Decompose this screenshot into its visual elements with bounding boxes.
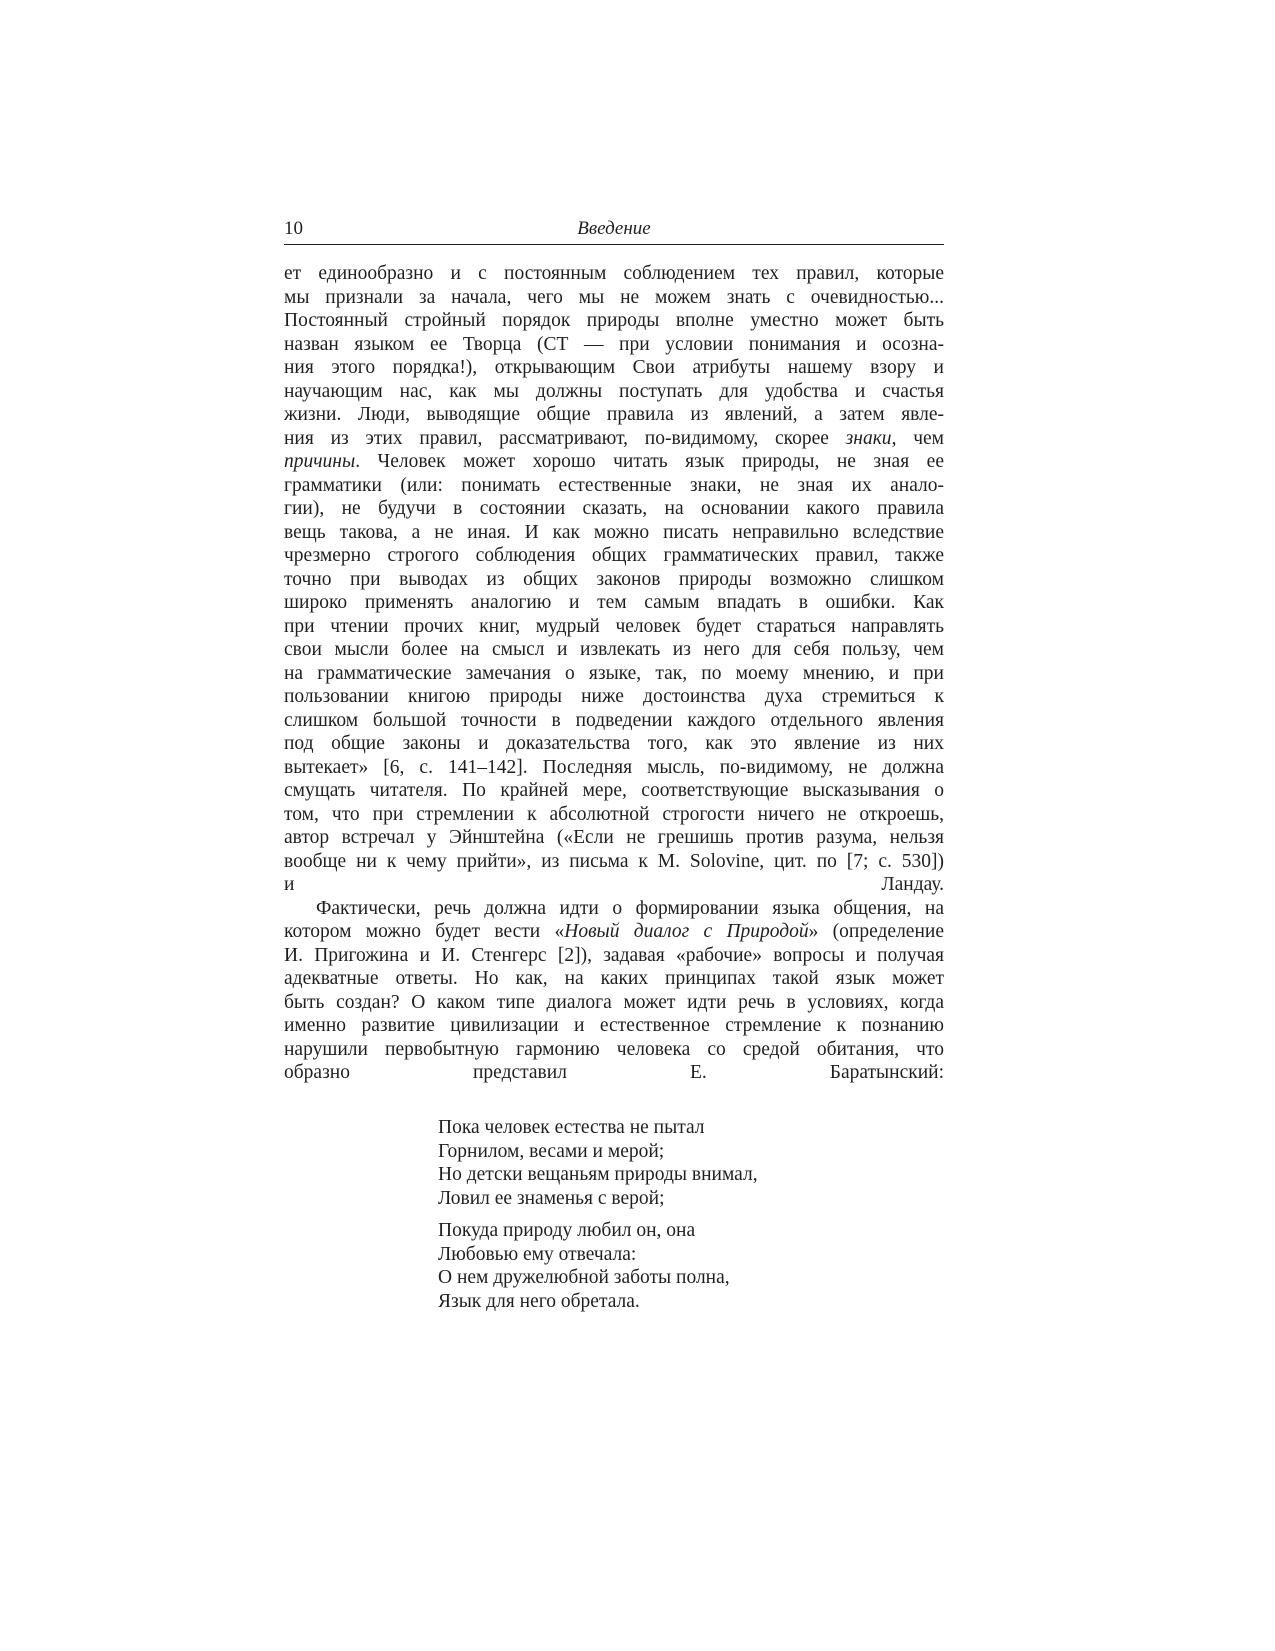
page-number: 10 — [284, 218, 303, 239]
verse-line: Но детски вещаньям природы внимал, — [438, 1164, 758, 1185]
text-line: ния этого порядка!), открывающим Свои атрибуты нашему взору и — [284, 357, 944, 378]
text-line: чрезмерно строгого соблюдения общих грамматических правил, также — [284, 545, 944, 566]
body-text — [284, 262, 944, 1085]
text-line — [284, 450, 944, 474]
poem-stanza-1 — [438, 1116, 918, 1210]
text-run: . Человек может хорошо читать язык природы, не зная ее — [355, 451, 944, 472]
running-head — [284, 216, 944, 245]
text-line: нарушили первобытную гармонию человека со средой обитания, что — [284, 1038, 944, 1060]
text-line: научающим нас, как мы должны поступать для удобства и счастья — [284, 380, 944, 402]
verse-line: Язык для него обретала. — [438, 1290, 640, 1312]
poem-stanza-2 — [438, 1219, 918, 1313]
verse-line: О нем дружелюбной заботы полна, — [438, 1267, 730, 1288]
text-line: грамматики (или: понимать естественные знаки, не зная их анало- — [284, 474, 944, 496]
text-line: именно развитие цивилизации и естественное стремление к познанию — [284, 1015, 944, 1036]
text-line: вещь такова, а не иная. И как можно писать неправильно вследствие — [284, 521, 944, 543]
paragraph-2 — [284, 897, 944, 1085]
text-line: том, что при стремлении к абсолютной строгости ничего не откроешь, — [284, 803, 944, 825]
italic-term-causes: причины — [284, 451, 356, 472]
text-line: свои мысли более на смысл и извлекать из него для себя пользу, чем — [284, 639, 944, 660]
text-line — [284, 427, 944, 451]
text-line: и Ландау. — [284, 874, 944, 895]
text-line: ет единообразно и с постоянным соблюдением тех правил, которые — [284, 263, 944, 284]
text-line: автор встречал у Эйнштейна («Если не грешишь против разума, нельзя — [284, 827, 944, 848]
text-line: гии), не будучи в состоянии сказать, на основании какого правила — [284, 498, 944, 519]
verse-line: Горнилом, весами и мерой; — [438, 1140, 665, 1162]
text-line — [284, 920, 944, 944]
text-line: Фактически, речь должна идти о формировании языка общения, на — [316, 897, 944, 919]
verse-line: Ловил ее знаменья с верой; — [438, 1187, 665, 1209]
text-line: смущать читателя. По крайней мере, соответствующие высказывания о — [284, 780, 944, 801]
text-run: » (определение — [808, 921, 944, 942]
text-line: И. Пригожина и И. Стенгерс [2]), задавая «рабочие» вопросы и получая — [284, 944, 944, 966]
text-run: ния из этих правил, рассматривают, по-видимому, скорее — [284, 427, 846, 449]
text-line: образно представил Е. Баратынский: — [284, 1062, 944, 1083]
text-line: на грамматические замечания о языке, так, по моему мнению, и при — [284, 662, 944, 684]
section-title: Введение — [577, 218, 651, 239]
text-run: , чем — [891, 427, 944, 449]
text-line: точно при выводах из общих законов природы возможно слишком — [284, 568, 944, 590]
text-line: широко применять аналогию и тем самым впадать в ошибки. Как — [284, 592, 944, 613]
text-line: мы признали за начала, чего мы не можем знать с очевидностью... — [284, 286, 944, 308]
verse-line: Пока человек естества не пытал — [438, 1117, 705, 1138]
text-line: вообще ни к чему прийти», из письма к M. Solovine, цит. по [7; с. 530]) — [284, 850, 944, 872]
text-line: жизни. Люди, выводящие общие правила из явлений, а затем явле- — [284, 404, 944, 425]
text-line: Постоянный стройный порядок природы вполне уместно может быть — [284, 310, 944, 331]
italic-term-signs: знаки — [845, 427, 892, 449]
text-line: при чтении прочих книг, мудрый человек будет стараться направлять — [284, 615, 944, 637]
text-line: вытекает» [6, с. 141–142]. Последняя мысль, по-видимому, не должна — [284, 756, 944, 778]
paragraph-1 — [284, 262, 944, 897]
text-line: адекватные ответы. Но как, на каких принципах такой язык может — [284, 968, 944, 989]
verse-line: Покуда природу любил он, она — [438, 1220, 696, 1241]
text-line: быть создан? О каком типе диалога может идти речь в условиях, когда — [284, 991, 944, 1013]
text-line: под общие законы и доказательства того, как это явление из них — [284, 733, 944, 754]
text-run: котором можно будет вести « — [284, 921, 565, 942]
text-line: назван языком ее Творца (СТ — при условии понимания и осозна- — [284, 333, 944, 355]
italic-book-title: Новый диалог с Природой — [564, 921, 809, 942]
text-line: пользовании книгою природы ниже достоинства духа стремиться к — [284, 686, 944, 707]
verse-line: Любовью ему отвечала: — [438, 1243, 637, 1265]
text-line: слишком большой точности в подведении каждого отдельного явления — [284, 709, 944, 731]
